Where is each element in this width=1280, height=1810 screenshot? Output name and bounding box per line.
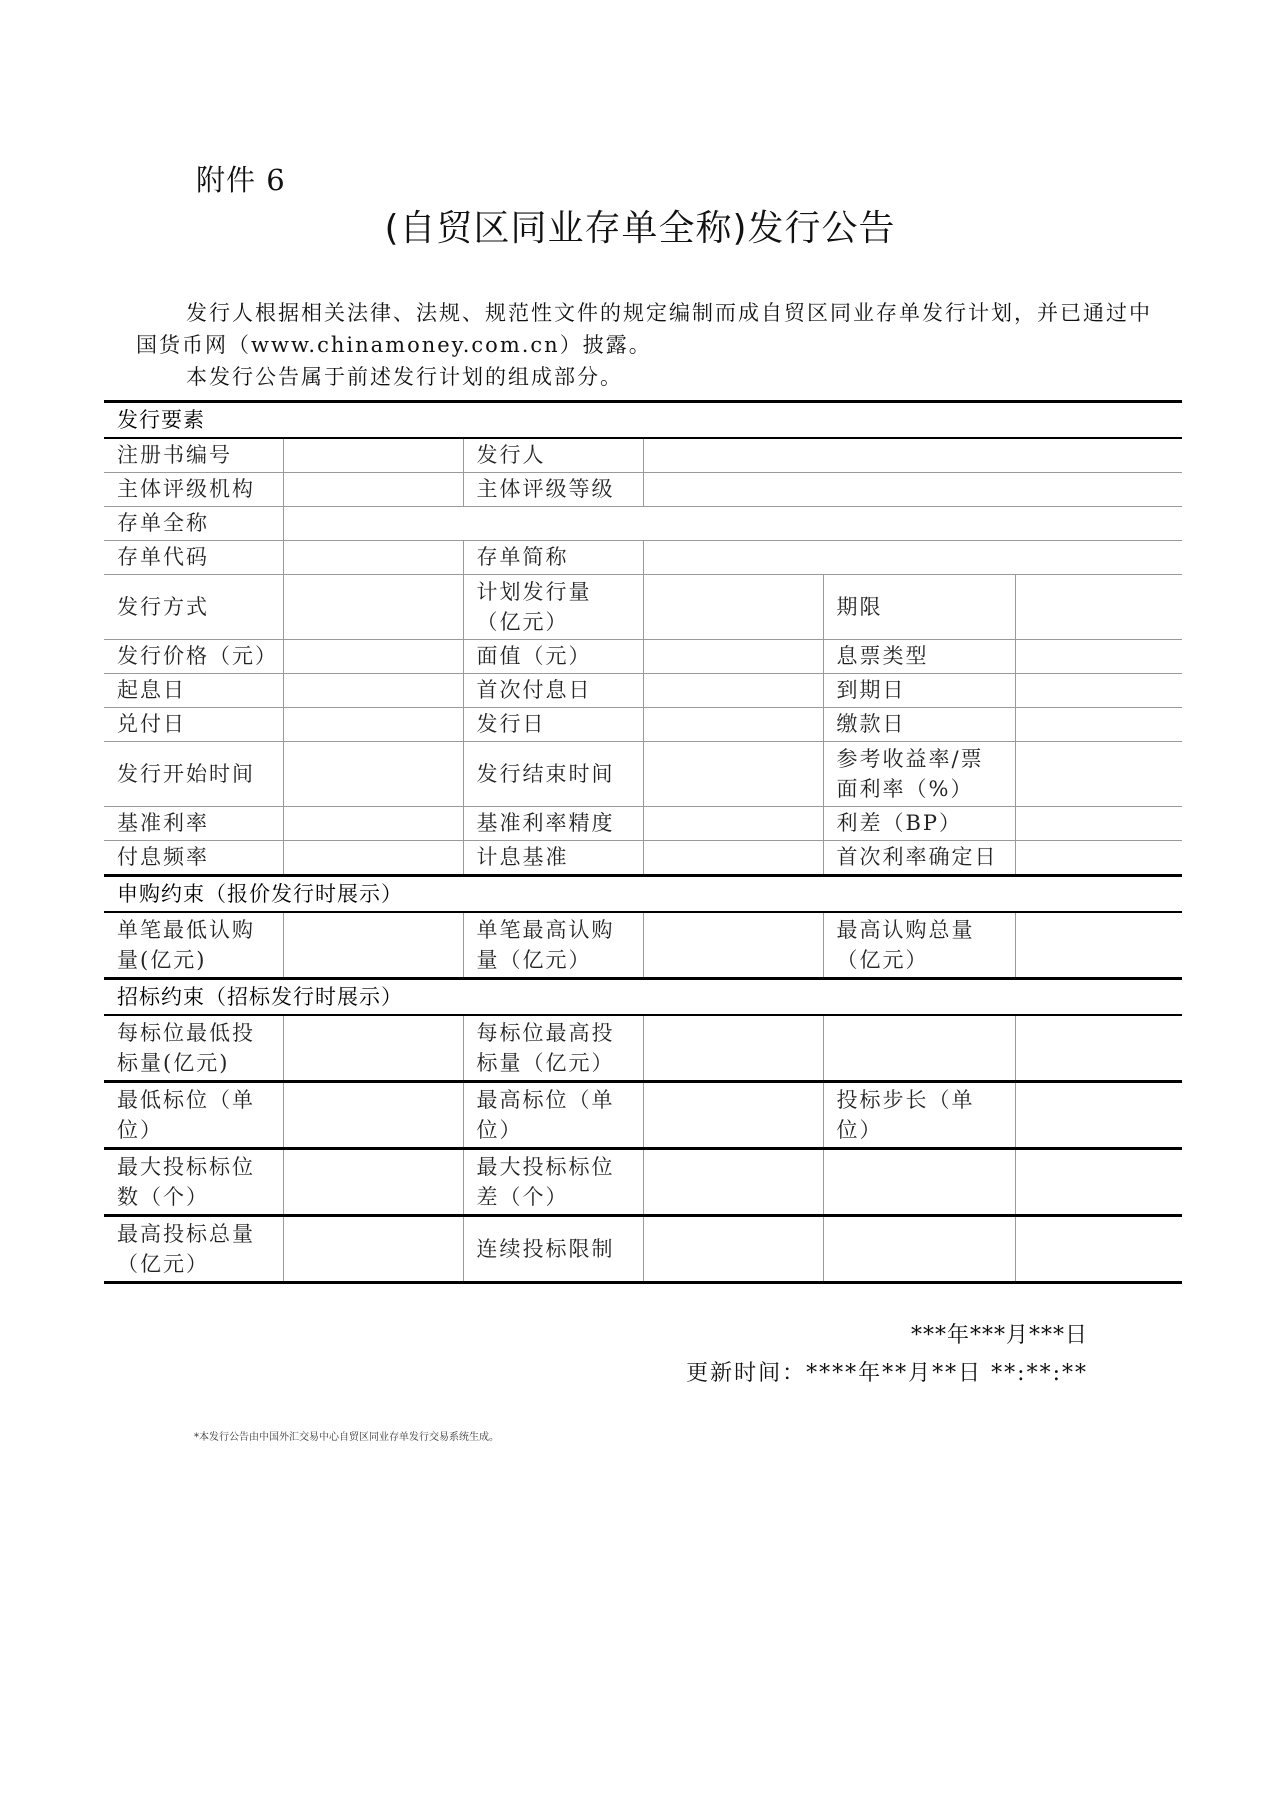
value-short-name: [643, 541, 1182, 575]
label-max-bid-level: 最高标位（单位）: [463, 1082, 643, 1149]
label-short-name: 存单简称: [463, 541, 643, 575]
label-consecutive-bid-limit: 连续投标限制: [463, 1216, 643, 1283]
value-rating-grade: [643, 473, 1182, 507]
page-title: (自贸区同业存单全称)发行公告: [384, 208, 896, 249]
value-coupon-type: [1015, 640, 1182, 674]
label-rating-agency: 主体评级机构: [104, 473, 283, 507]
section-issue-elements: 发行要素: [104, 402, 1182, 439]
label-full-name: 存单全称: [104, 507, 283, 541]
value-min-bid-per-level: [283, 1015, 463, 1082]
value-first-rate-date: [1015, 841, 1182, 876]
value-base-rate-precision: [643, 807, 823, 841]
value-value-date: [283, 674, 463, 708]
empty-cell: [823, 1149, 1015, 1216]
empty-cell: [1015, 1216, 1182, 1283]
label-face-value: 面值（元）: [463, 640, 643, 674]
value-max-subscription: [643, 912, 823, 979]
label-issue-date: 发行日: [463, 708, 643, 742]
label-planned-amount: 计划发行量（亿元）: [463, 575, 643, 640]
value-full-name: [283, 507, 1182, 541]
value-max-total-subscription: [1015, 912, 1182, 979]
label-registration-number: 注册书编号: [104, 438, 283, 473]
label-max-total-bid: 最高投标总量（亿元）: [104, 1216, 283, 1283]
label-max-bid-per-level: 每标位最高投标量（亿元）: [463, 1015, 643, 1082]
value-end-time: [643, 742, 823, 807]
announcement-date: ***年***月***日: [910, 1323, 1088, 1348]
label-issuer: 发行人: [463, 438, 643, 473]
label-payment-frequency: 付息频率: [104, 841, 283, 876]
value-issue-date: [643, 708, 823, 742]
empty-cell: [823, 1015, 1015, 1082]
update-time: 更新时间：****年**月**日 **:**:**: [686, 1361, 1088, 1386]
label-value-date: 起息日: [104, 674, 283, 708]
attachment-label: 附件 6: [196, 163, 286, 197]
value-code: [283, 541, 463, 575]
value-maturity-date: [1015, 674, 1182, 708]
value-start-time: [283, 742, 463, 807]
section-tender-constraints: 招标约束（招标发行时展示）: [104, 979, 1182, 1016]
value-max-total-bid: [283, 1216, 463, 1283]
value-face-value: [643, 640, 823, 674]
intro-paragraph-2: 本发行公告属于前述发行计划的组成部分。: [186, 365, 623, 389]
issue-announcement-table: [104, 400, 1182, 1284]
label-rating-grade: 主体评级等级: [463, 473, 643, 507]
value-spread: [1015, 807, 1182, 841]
value-issuer: [643, 438, 1182, 473]
section-subscription-constraints: 申购约束（报价发行时展示）: [104, 876, 1182, 913]
label-day-count: 计息基准: [463, 841, 643, 876]
label-coupon-type: 息票类型: [823, 640, 1015, 674]
value-rating-agency: [283, 473, 463, 507]
label-max-bid-levels-count: 最大投标标位数（个）: [104, 1149, 283, 1216]
label-bid-step: 投标步长（单位）: [823, 1082, 1015, 1149]
value-min-subscription: [283, 912, 463, 979]
intro-text: [136, 297, 1156, 393]
label-code: 存单代码: [104, 541, 283, 575]
value-payment-frequency: [283, 841, 463, 876]
value-base-rate: [283, 807, 463, 841]
value-consecutive-bid-limit: [643, 1216, 823, 1283]
value-max-bid-per-level: [643, 1015, 823, 1082]
empty-cell: [1015, 1149, 1182, 1216]
value-reference-yield: [1015, 742, 1182, 807]
value-day-count: [643, 841, 823, 876]
label-term: 期限: [823, 575, 1015, 640]
value-max-bid-level: [643, 1082, 823, 1149]
label-payment-date: 缴款日: [823, 708, 1015, 742]
value-max-bid-levels-count: [283, 1149, 463, 1216]
label-redemption-date: 兑付日: [104, 708, 283, 742]
label-base-rate-precision: 基准利率精度: [463, 807, 643, 841]
label-issue-method: 发行方式: [104, 575, 283, 640]
empty-cell: [823, 1216, 1015, 1283]
label-end-time: 发行结束时间: [463, 742, 643, 807]
label-maturity-date: 到期日: [823, 674, 1015, 708]
empty-cell: [1015, 1015, 1182, 1082]
value-payment-date: [1015, 708, 1182, 742]
footnote: *本发行公告由中国外汇交易中心自贸区同业存单发行交易系统生成。: [194, 1432, 499, 1443]
value-issue-method: [283, 575, 463, 640]
label-issue-price: 发行价格（元）: [104, 640, 283, 674]
label-min-subscription: 单笔最低认购量(亿元): [104, 912, 283, 979]
label-spread: 利差（BP）: [823, 807, 1015, 841]
label-start-time: 发行开始时间: [104, 742, 283, 807]
value-planned-amount: [643, 575, 823, 640]
label-min-bid-level: 最低标位（单位）: [104, 1082, 283, 1149]
value-min-bid-level: [283, 1082, 463, 1149]
value-redemption-date: [283, 708, 463, 742]
value-bid-step: [1015, 1082, 1182, 1149]
label-base-rate: 基准利率: [104, 807, 283, 841]
value-term: [1015, 575, 1182, 640]
label-first-payment-date: 首次付息日: [463, 674, 643, 708]
label-max-total-subscription: 最高认购总量（亿元）: [823, 912, 1015, 979]
value-first-payment-date: [643, 674, 823, 708]
label-min-bid-per-level: 每标位最低投标量(亿元): [104, 1015, 283, 1082]
value-issue-price: [283, 640, 463, 674]
label-max-bid-levels-diff: 最大投标标位差（个）: [463, 1149, 643, 1216]
value-max-bid-levels-diff: [643, 1149, 823, 1216]
label-reference-yield: 参考收益率/票面利率（%）: [823, 742, 1015, 807]
value-registration-number: [283, 438, 463, 473]
label-max-subscription: 单笔最高认购量（亿元）: [463, 912, 643, 979]
intro-paragraph-1: 发行人根据相关法律、法规、规范性文件的规定编制而成自贸区同业存单发行计划，并已通过中国货币网（www.chinamoney.com.cn）披露。: [136, 301, 1152, 357]
label-first-rate-date: 首次利率确定日: [823, 841, 1015, 876]
